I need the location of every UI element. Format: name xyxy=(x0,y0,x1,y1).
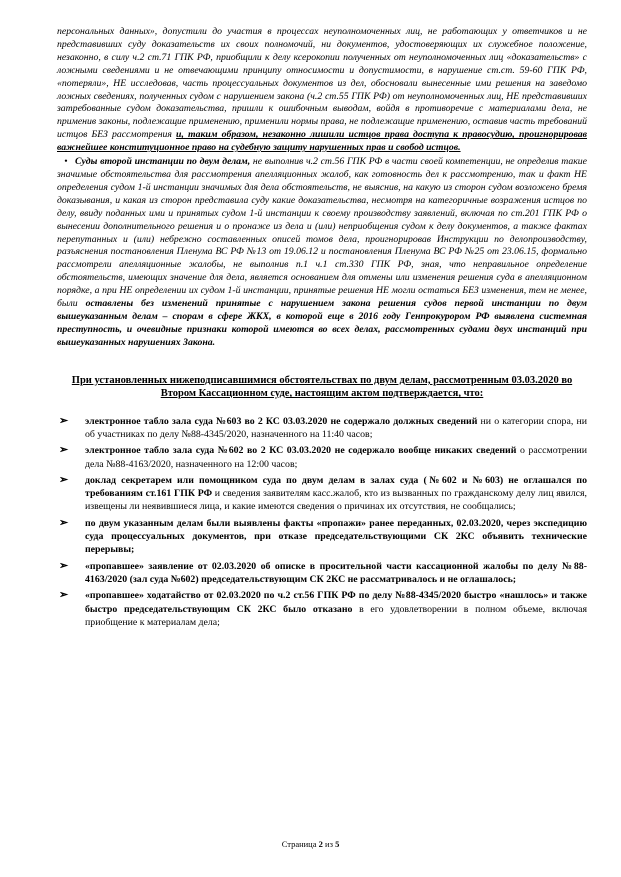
list-item-emphasis: по двум указанным делам были выявлены факты «пропажи» ранее переданных, 02.03.2020, через экспедицию суда процессуальных документов, при отказе председательствующими СК 2КС объявить технические перерывы; xyxy=(85,517,587,556)
arrow-right-icon: ➢ xyxy=(59,473,69,486)
total-pages: 5 xyxy=(335,839,340,849)
list-item-emphasis: электронное табло зала суда №603 во 2 КС 03.03.2020 не содержало должных сведений xyxy=(85,415,478,427)
paragraph-2 xyxy=(57,156,587,350)
arrow-right-icon: ➢ xyxy=(59,444,69,457)
arrow-right-icon: ➢ xyxy=(59,516,69,529)
current-page-number: 2 xyxy=(318,839,323,849)
list-item-emphasis: «пропавшее» заявление от 02.03.2020 об описке в просительной части кассационной жалобы по делу №88-4163/2020 (зал суда №602) председательствующим СК 2КС не рассматривалось и не оглашалось; xyxy=(85,560,587,585)
section-heading: При установленных нижеподписавшимися обстоятельствах по двум делам, рассмотренным 03.03.2020 во Втором Кассационном суде, настоящим актом подтверждается, что: xyxy=(71,374,573,400)
list-item-text: в его удовлетворении в полном объеме, включая приобщение к материалам дела; xyxy=(85,603,587,628)
list-item-text: ни о категории спора, ни об участниках по делу №88-4345/2020, назначенного на 11:40 часов; xyxy=(85,415,587,440)
arrow-right-icon: ➢ xyxy=(59,414,69,427)
paragraph-2-lead: Суды второй инстанции по двум делам, xyxy=(75,156,251,168)
paragraph-1-emphasis: и, таким образом, незаконно лишили истцов права доступа к правосудию, проигнорировав важнейшее конституционное право на судебную защиту нарушенных прав и свобод истцов. xyxy=(57,129,588,154)
footer-prefix: Страница xyxy=(281,839,319,849)
list-item xyxy=(57,589,587,629)
paragraph-2-text: не выполнив ч.2 ст.56 ГПК РФ в части своей компетенции, не определив такие значимые обстоятельства для рассмотрения апелляционных жалоб, как готовность дел к рассмотрению, так и факт НЕ определения судом 1-й инстанции значимых для дела обстоятельств, не выяснив, на какую из сторон судом возложено бремя доказывания, и какая из сторон представила суду какие доказательства, несмотря на категоричные возражения истцов по делу, ввиду поданных ими и принятых судом 1-й инстанции к своему производству заявлений, включая по ст.201 ГПК РФ о вынесении дополнительного решения и о пронаже из дела и (или) неприобщения судом к делу документов, а также фактах перепутанных и (или) небрежно составленных описей томов дела, проигнорировав Инструкции по делопроизводству, разъяснения постановления Пленума ВС РФ №13 от 19.06.12 и постановления Пленума ВС РФ №25 от 23.06.15, формально рассмотрели апелляционные жалобы, не выполнив п.1 ч.1 ст.330 ГПК РФ, зная, что неправильное определение обстоятельств, имеющих значение для дела, является основанием для отмены или изменения решения суда в апелляционном порядке, а при НЕ определении их судом 1-й инстанции, принятые решения НЕ могли остаться БЕЗ изменения, тем не менее, были xyxy=(57,156,587,310)
bullet-dot-icon: • xyxy=(64,156,68,168)
list-item-emphasis: доклад секретарем или помощником суда по двум делам в залах суда (№602 и №603) не оглашался по требованиям ст.161 ГПК РФ xyxy=(85,474,587,500)
footer-mid: из xyxy=(322,839,336,849)
list-item xyxy=(57,415,587,442)
document-page xyxy=(57,26,587,632)
paragraph-1-text: персональных данных», допустили до участия в процессах неуполномоченных лиц, не работающих у ответчиков и не представивших суду доказательств их своих полномочий, ни документов, удостоверяющих их служебное положение, незаконно, в силу ч.2 ст.71 ГПК РФ, приобщили к делу ксерокопии полученных от неуполномоченных лиц «доказательств» с ложными сведениями и не отвечающими принципу относимости и допустимости, в нарушение ст.ст. 59-60 ГПК РФ, «потеряли», НЕ исследовав, часть процессуальных документов из дел, обосновали вынесенные ими решения на заведомо ложных сведениях, полученных судом с нарушением закона (ч.2 ст.55 ГПК РФ) от неуполномоченных лиц, НЕ представивших затребованные судом доказательства, пришли к ошибочным выводам, войдя в противоречие с материалами дела, не применив законы, подлежащие применению, применили нормы права, не подлежащие применению, оставив часть требований истцов БЕЗ рассмотрения xyxy=(57,26,587,141)
arrow-right-icon: ➢ xyxy=(59,559,69,572)
list-item xyxy=(57,444,587,471)
list-item-text: о рассмотрении дела №88-4163/2020, назначенного на 12:00 часов; xyxy=(85,445,587,470)
arrow-right-icon: ➢ xyxy=(59,589,69,602)
list-item-emphasis: «пропавшее» ходатайство от 02.03.2020 по ч.2 ст.56 ГПК РФ по делу №88-4345/2020 быстро «нашлось» и также быстро председательствующим СК 2КС было отказано xyxy=(85,590,587,615)
paragraph-1 xyxy=(57,26,587,155)
list-item-emphasis: электронное табло зала суда №602 во 2 КС 03.03.2020 не содержало вообще никаких сведений xyxy=(85,445,517,457)
page-footer xyxy=(0,839,621,849)
findings-list xyxy=(57,415,587,629)
list-item-text: и сведения заявителям касс.жалоб, кто из вызванных по гражданскому делу лиц явился, извещены ли неявившиеся лица, и какие имеются сведения о причинах их отсутствия, не сообщались; xyxy=(85,488,587,513)
list-item xyxy=(57,560,587,587)
list-item xyxy=(57,517,587,557)
list-item xyxy=(57,474,587,514)
paragraph-2-emphasis: оставлены без изменений принятые с нарушением закона решения судов первой инстанции по двум вышеуказанным делам – спорам в сфере ЖКХ, в которой еще в 2016 году Генпрокурором РФ выявлена системная преступность, и очевидные признаки которой имеются во всех делах, рассмотренных судами двух инстанций при вышеуказанных нарушениях Закона. xyxy=(57,298,587,348)
